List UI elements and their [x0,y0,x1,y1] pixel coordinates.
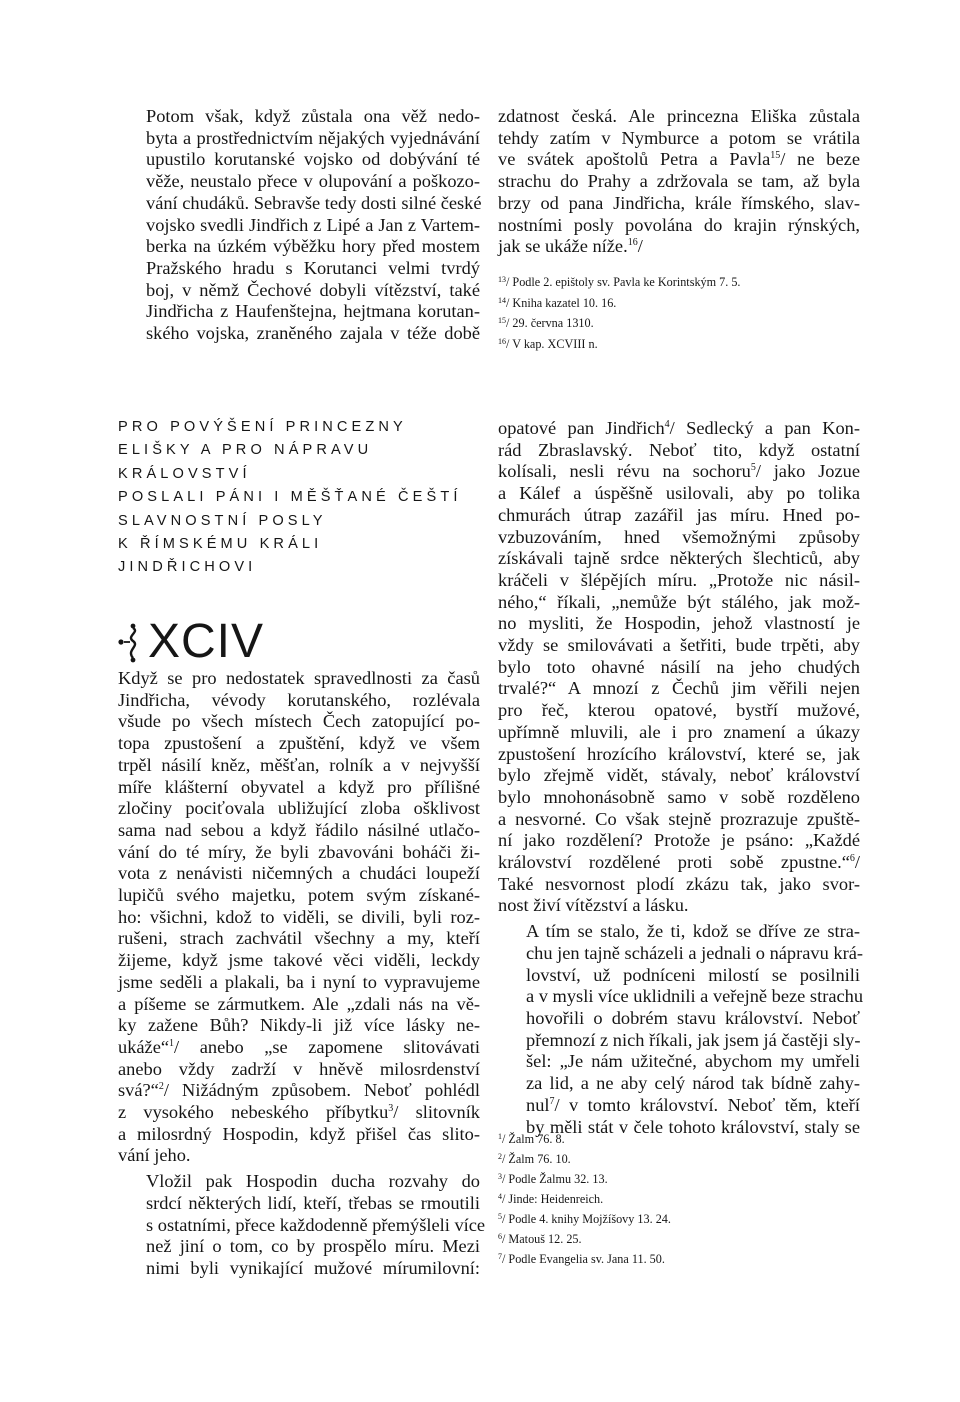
text-line: brzy od pana Jindřicha, krále římského, slav- [498,192,860,213]
paragraph [498,106,860,258]
heading-title [118,416,480,580]
footnote-mark: 4 [664,419,670,430]
footnote-text: / Žalm 76. 8. [502,1132,565,1146]
text-line: by měli stát v čele tohoto království, staly se [526,1116,860,1137]
top-left-column [118,106,480,345]
text-line: lovství, už podníceni milostí se posilnili [526,964,860,985]
footnote-number: 5 [498,1212,502,1221]
footnote-number: 3 [498,1172,502,1181]
text-segment: království rozdělené proti sobě zpustne.“ [498,852,850,873]
text-line: šel: „Je nám užitečné, abychom my umřeli [526,1051,860,1072]
text-line: byta a prostřednictvím nějakých vyjednávání [146,127,480,148]
text-segment: / v tomto království. Neboť těm, kteří [554,1094,860,1115]
footnote-text: / Žalm 76. 10. [502,1152,571,1166]
footnote [498,1228,671,1248]
text-line: ní jako rozdělení? Protože je psáno: „Každé [498,830,860,851]
text-line: hovořili o dobrém stavu království. Neboť [526,1007,860,1028]
text-line: vání do té míry, že byli zbavováni boháči ži- [118,841,480,862]
text-line: přemnozí z nich říkali, jak jsem já častěji sly- [526,1029,861,1050]
footnote-number: 4 [498,1192,502,1201]
text-line: lupičů svého majetku, potem svým získané- [118,885,480,906]
heading-line: KRÁLOVSTVÍ [118,465,251,482]
heading-line: PRO POVÝŠENÍ PRINCEZNY [118,419,407,435]
text-segment: / jako Jozue [755,461,860,482]
text-line: a v mysli více uklidnili a veřejně beze strachu [526,986,864,1007]
footnote-number: 16 [498,336,506,346]
text-line: Pražského hradu s Korutanci velmi tvrdý [146,257,480,278]
footnote-number: 15 [498,316,506,326]
heading-line: POSLALI PÁNI I MĚŠŤANÉ ČEŠTÍ [118,489,462,506]
footnote [498,1188,671,1208]
heading-line: JINDŘICHOVI [118,559,257,576]
text-line: anebo vždy zadrží v hněvě milosrdenství [118,1058,480,1079]
text-line: vojsko svedli Jindřich z Lipé a Jan z Vartem- [146,214,480,235]
footnote [498,312,860,333]
footnote-mark: 2 [158,1081,164,1093]
text-line [498,418,860,440]
text-line: nimi byli vynikající mužové mírumilovní: [146,1257,480,1278]
text-line: ho: všichni, kdož to viděli, se divili, byli roz- [118,906,480,927]
text-line: chmurách útrap zazářil jas míru. Hned po- [498,504,860,525]
text-line: zpustošení hrozícího království, které se, jak [498,743,860,764]
text-line: bylo zřejmě vidět, stávaly, neboť království [498,765,860,786]
text-line: a píšeme se zármutkem. Ale „zdali nás na vě- [118,993,480,1014]
footnote-mark: 7 [549,1095,555,1107]
text-line: vota z nenávisti ničemných a chudáci loupeží [118,863,480,884]
footnote-text: / 29. června 1310. [506,316,594,331]
text-line [498,461,860,483]
text-line [498,852,860,874]
chapter-heading [118,416,480,580]
chapter-number: XCIV [148,615,265,668]
paragraph [498,418,860,917]
text-line: žijeme, když jsme takové věci viděli, leckdy [118,950,480,971]
footnote-mark: 6 [849,853,855,865]
text-segment: jak se ukáže níže. [498,236,628,257]
footnote-mark: 15 [770,150,781,162]
text-line: Také nesvornost plodí zkázu tak, jako svor- [498,873,860,894]
paragraph [498,921,864,1138]
text-segment: opatové pan Jindřich [498,418,665,438]
text-line: bylo mnohonásobně samo v sobě rozděleno [498,786,860,807]
text-line: trpěl násilí kněz, měšťan, rolník a v nejvyšší [118,754,480,775]
text-line: Potom však, když zůstala ona věž nedo- [146,106,480,126]
text-line: topa zpustošení a zpuštění, když ve všem [118,733,480,754]
text-line: nost živí vítězství a lásku. [498,895,689,916]
footnotes-top [498,271,860,353]
footnote-number: 2 [498,1152,502,1161]
text-line: a milosrdný Hospodin, když přišel čas slito- [118,1123,480,1144]
text-line: jak se ukáže níže.$^{16}$/ [498,236,643,257]
fleuron-icon [118,620,140,666]
text-line: vání jeho. [118,1145,191,1166]
footnote-text: / Matouš 12. 25. [502,1232,582,1246]
text-line: a Kálef a úspěšně usilovali, aby po tolika [498,483,860,504]
text-line: ky zažene Bůh? Nikdy-li již více lásky ne- [118,1015,480,1036]
text-line: tehdy zatím v Nymburce a potom se vrátila [498,127,860,148]
text-line: rušeni, strach zachvátil všechny a my, kteří [118,928,480,949]
footnote-number: 13 [498,274,506,284]
text-line: vzbuzováním, hned všemožnými způsoby [498,526,860,547]
footnote-text: / Kniha kazatel 10. 16. [506,295,617,310]
text-line: no mysliti, že Hospodin, jehož vlastností je [498,613,860,634]
text-line [118,1102,480,1124]
paragraph [118,1171,486,1280]
footnote [498,1208,671,1228]
footnote-mark: 3 [388,1103,394,1115]
footnote [498,271,860,292]
text-line: chu jen tajně scházeli a jednali o nápravu krá- [526,942,864,963]
text-segment: / [854,852,860,873]
text-segment: / ne beze [780,149,860,170]
footnote-mark: 5 [750,462,756,474]
text-segment: ve svátek apoštolů Petra a Pavla [498,149,771,170]
text-segment: / anebo „se zapomene slitovávati [174,1036,480,1057]
text-line: ného,“ říkali, „nemůže být stálého, jak mož- [498,591,860,612]
text-line: kráčeli v šlépějích míru. „Protože nic násil- [498,569,860,590]
footnote-mark: 1 [169,1037,175,1049]
text-line: sama nad sebou a když řádilo násilné utlačo- [118,819,480,840]
footnote-number: 1 [498,1132,502,1141]
text-line [498,1095,860,1117]
text-line: vání chudáků. Sebravše tedy dosti silné české [146,192,482,213]
text-line: upustilo korutanské vojsko od dobývání té [146,149,480,170]
text-line: Vložil pak Hospodin ducha rozvahy do [146,1171,480,1192]
text-line: jsme seděli a plakali, ba i nyní to vypravujeme [118,971,480,992]
text-line: zločiny pociťovala ubližující zloba ošklivost [118,798,480,819]
text-line: s ostatními, přece každodenně přemýšleli více [146,1214,486,1235]
footnote-number: 7 [498,1252,502,1261]
text-line: získávali tajně srdce některých šlechticů, aby [498,548,860,569]
heading-line: ELIŠKY A PRO NÁPRAVU [118,442,373,459]
text-line: boj, v němž Čechové dobyli vítězství, také [146,279,480,300]
footnote [498,1148,671,1168]
footnote [498,292,860,313]
text-line: berka na úzkém výběžku hory před mostem [146,236,480,257]
text-line: ského vojska, zraněného zajala v téže době [146,323,480,344]
text-line: bylo toto ohavné násilí na jeho chudých [498,656,860,677]
text-line: rád Zbraslavský. Neboť tito, když ostatní [498,439,860,460]
heading-line: SLAVNOSTNÍ POSLY [118,512,327,529]
text-line: věže, neustalo přece v olupování a poškozo- [146,171,480,192]
text-segment: nul [526,1094,550,1115]
text-line [498,149,860,171]
footnote-number: 14 [498,295,506,305]
text-line: a nesvorné. Co však stejně prozrazuje zpuště- [498,808,860,829]
footnote-text: / Podle Žalmu 32. 13. [502,1172,608,1186]
footnote-text: / V kap. XCVIII n. [506,336,598,351]
text-line: nostními posly povolána do krajin rýnských, [498,214,860,235]
text-line: všude po všech místech Čech zatopující po- [118,711,480,732]
text-segment: / Sedlecký a pan Kon- [669,418,860,438]
lower-left-column [118,668,486,1280]
footnote [498,1248,671,1268]
text-line: pro řeč, kterou opatové, bystří mužové, [498,700,860,721]
paragraph [118,668,480,1167]
footnote-text: / Podle 4. knihy Mojžíšovy 13. 24. [502,1212,671,1226]
text-line: trvalé?“ A mnozí z Čechů jim věřili nejen [498,678,860,699]
footnotes-bottom [498,1128,671,1268]
text-segment: z vysokého nebeského příbytku [118,1102,389,1123]
text-line: Jindřicha, vévody korutanského, rozlévala [118,689,480,710]
footnote-mark: 16 [627,237,638,249]
footnote-text: / Podle Evangelia sv. Jana 11. 50. [502,1252,665,1266]
text-segment: / Nižádným způsobem. Neboť pohlédl [163,1080,480,1101]
text-line: vždy se smilovávati a šetřiti, bude trpěti, aby [498,635,860,656]
footnote-number: 6 [498,1232,502,1241]
text-line [118,1037,480,1059]
footnote-text: / Jinde: Heidenreich. [502,1192,604,1206]
text-line: Když se pro nedostatek spravedlnosti za časů [118,668,480,688]
text-line [118,1080,480,1102]
text-line: strachu do Prahy a zdržovala se tam, až byla [498,171,860,192]
text-segment: kolísali, nesli révu na sochoru [498,461,751,482]
text-line: upřímně mluvili, ale i pro znamení a úkazy [498,721,860,742]
text-segment: / slitovník [393,1102,480,1123]
heading-line: K ŘÍMSKÉMU KRÁLI [118,536,323,553]
text-segment: ukáže“ [118,1036,170,1057]
text-line: než jiní o tom, co by prospělo míru. Mezi [146,1236,480,1257]
paragraph [118,106,480,345]
text-segment: svá?“ [118,1080,159,1101]
footnote [498,1168,671,1188]
text-line: míře klášterní obyvatel a když pro přílišné [118,776,480,797]
text-line: zdatnost česká. Ale princezna Eliška zůstala [498,106,860,126]
text-line: srdcí některých lidí, kteří, třebas se rmoutili [146,1192,480,1213]
lower-right-column [498,418,864,1138]
text-line: Jindřicha z Haufenštejna, hejtmana korutan- [146,301,480,322]
footnote-text: / Podle 2. epištoly sv. Pavla ke Korintským 7. 5. [506,274,741,289]
footnote [498,1128,671,1148]
footnote [498,333,860,354]
text-line: za lid, a ne aby celý národ tak bídně zahy- [526,1073,860,1094]
text-line: A tím se stalo, že ti, kdož se dříve ze stra- [526,921,860,942]
top-right-column [498,106,860,353]
